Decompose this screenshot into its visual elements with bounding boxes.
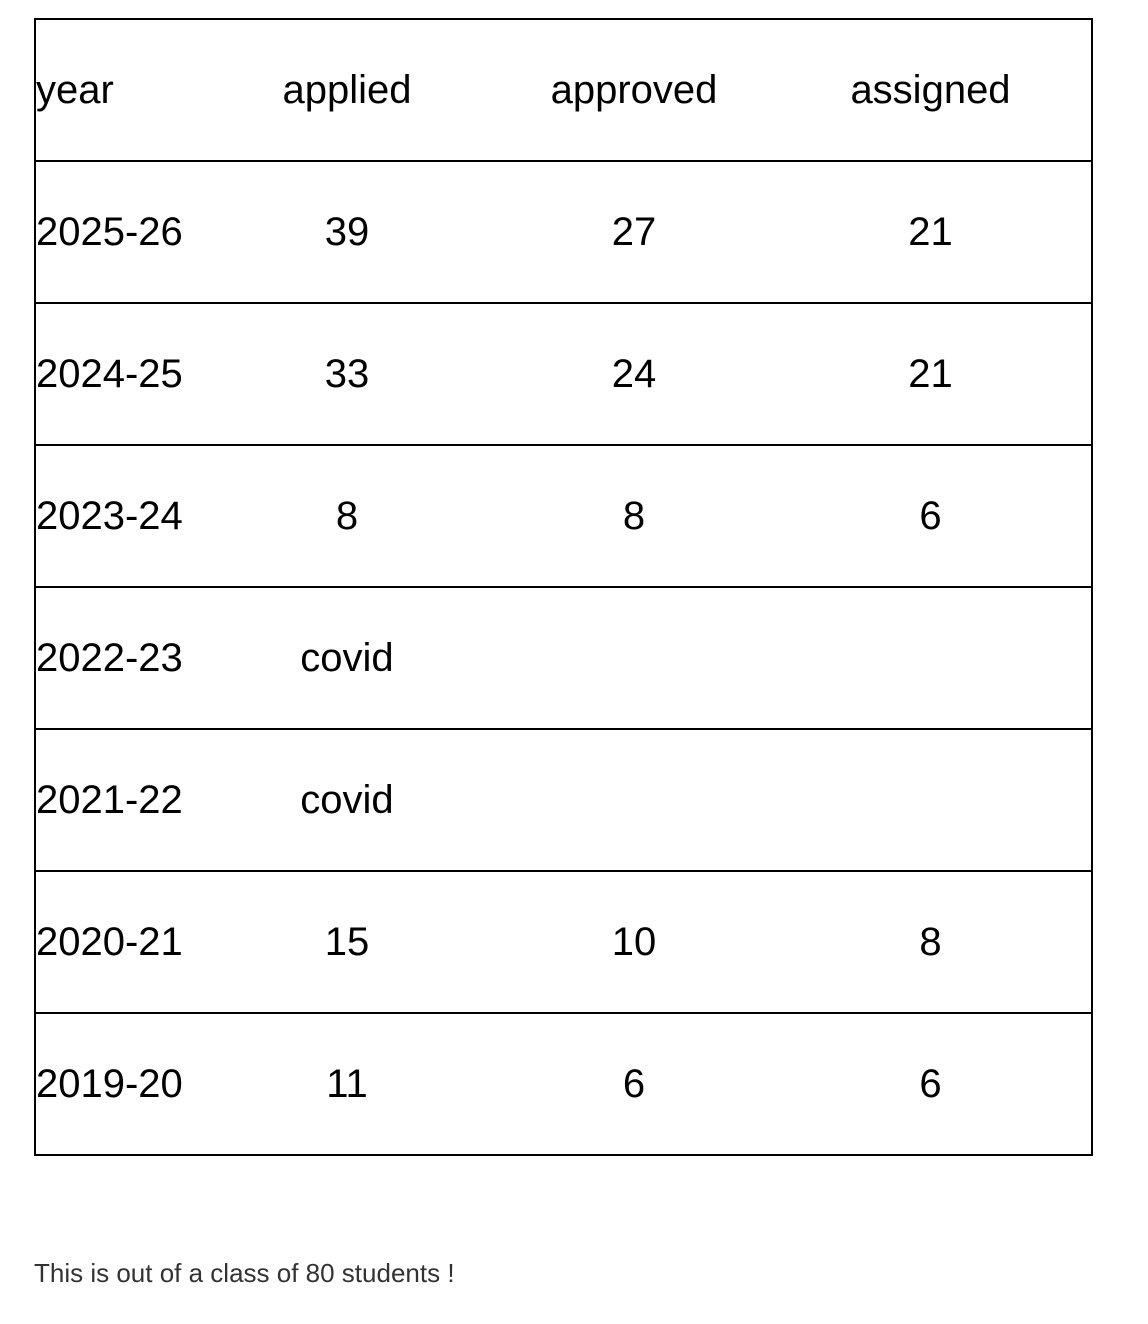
cell-applied: 11 bbox=[326, 1061, 368, 1106]
cell-assigned: 8 bbox=[770, 871, 1092, 1013]
cell-approved bbox=[498, 587, 770, 729]
header-year: year bbox=[35, 19, 196, 161]
header-approved: approved bbox=[498, 19, 770, 161]
header-assigned: assigned bbox=[770, 19, 1092, 161]
table-row bbox=[35, 303, 1092, 445]
cell-year: 2022-23 bbox=[35, 587, 196, 729]
cell-approved bbox=[498, 729, 770, 871]
table-row bbox=[35, 1013, 1092, 1155]
table-row bbox=[35, 871, 1092, 1013]
cell-assigned bbox=[770, 587, 1092, 729]
cell-approved: 24 bbox=[498, 303, 770, 445]
cell-assigned: 21 bbox=[770, 303, 1092, 445]
cell-year: 2021-22 bbox=[35, 729, 196, 871]
cell-approved: 10 bbox=[498, 871, 770, 1013]
cell-year: 2019-20 bbox=[36, 1061, 183, 1106]
table-header-row bbox=[35, 19, 1092, 161]
table-row bbox=[35, 587, 1092, 729]
cell-year: 2025-26 bbox=[35, 161, 196, 303]
cell-applied: covid bbox=[196, 587, 498, 729]
cell-applied: covid bbox=[196, 729, 498, 871]
cell-year: 2024-25 bbox=[35, 303, 196, 445]
statistics-table bbox=[34, 18, 1093, 1156]
cell-approved: 6 bbox=[622, 1061, 646, 1106]
header-applied: applied bbox=[196, 19, 498, 161]
table-row bbox=[35, 729, 1092, 871]
cell-applied: 33 bbox=[196, 303, 498, 445]
cell-assigned: 6 bbox=[919, 1061, 942, 1106]
table-row bbox=[35, 445, 1092, 587]
cell-approved: 27 bbox=[498, 161, 770, 303]
cell-assigned bbox=[770, 729, 1092, 871]
cell-year: 2023-24 bbox=[35, 445, 196, 587]
cell-applied: 15 bbox=[196, 871, 498, 1013]
table-row bbox=[35, 161, 1092, 303]
cell-applied: 39 bbox=[196, 161, 498, 303]
cell-approved: 8 bbox=[498, 445, 770, 587]
cell-applied: 8 bbox=[196, 445, 498, 587]
cell-assigned: 21 bbox=[770, 161, 1092, 303]
cell-assigned: 6 bbox=[770, 445, 1092, 587]
footnote-text: This is out of a class of 80 students ! bbox=[34, 1258, 455, 1288]
cell-year: 2020-21 bbox=[35, 871, 196, 1013]
